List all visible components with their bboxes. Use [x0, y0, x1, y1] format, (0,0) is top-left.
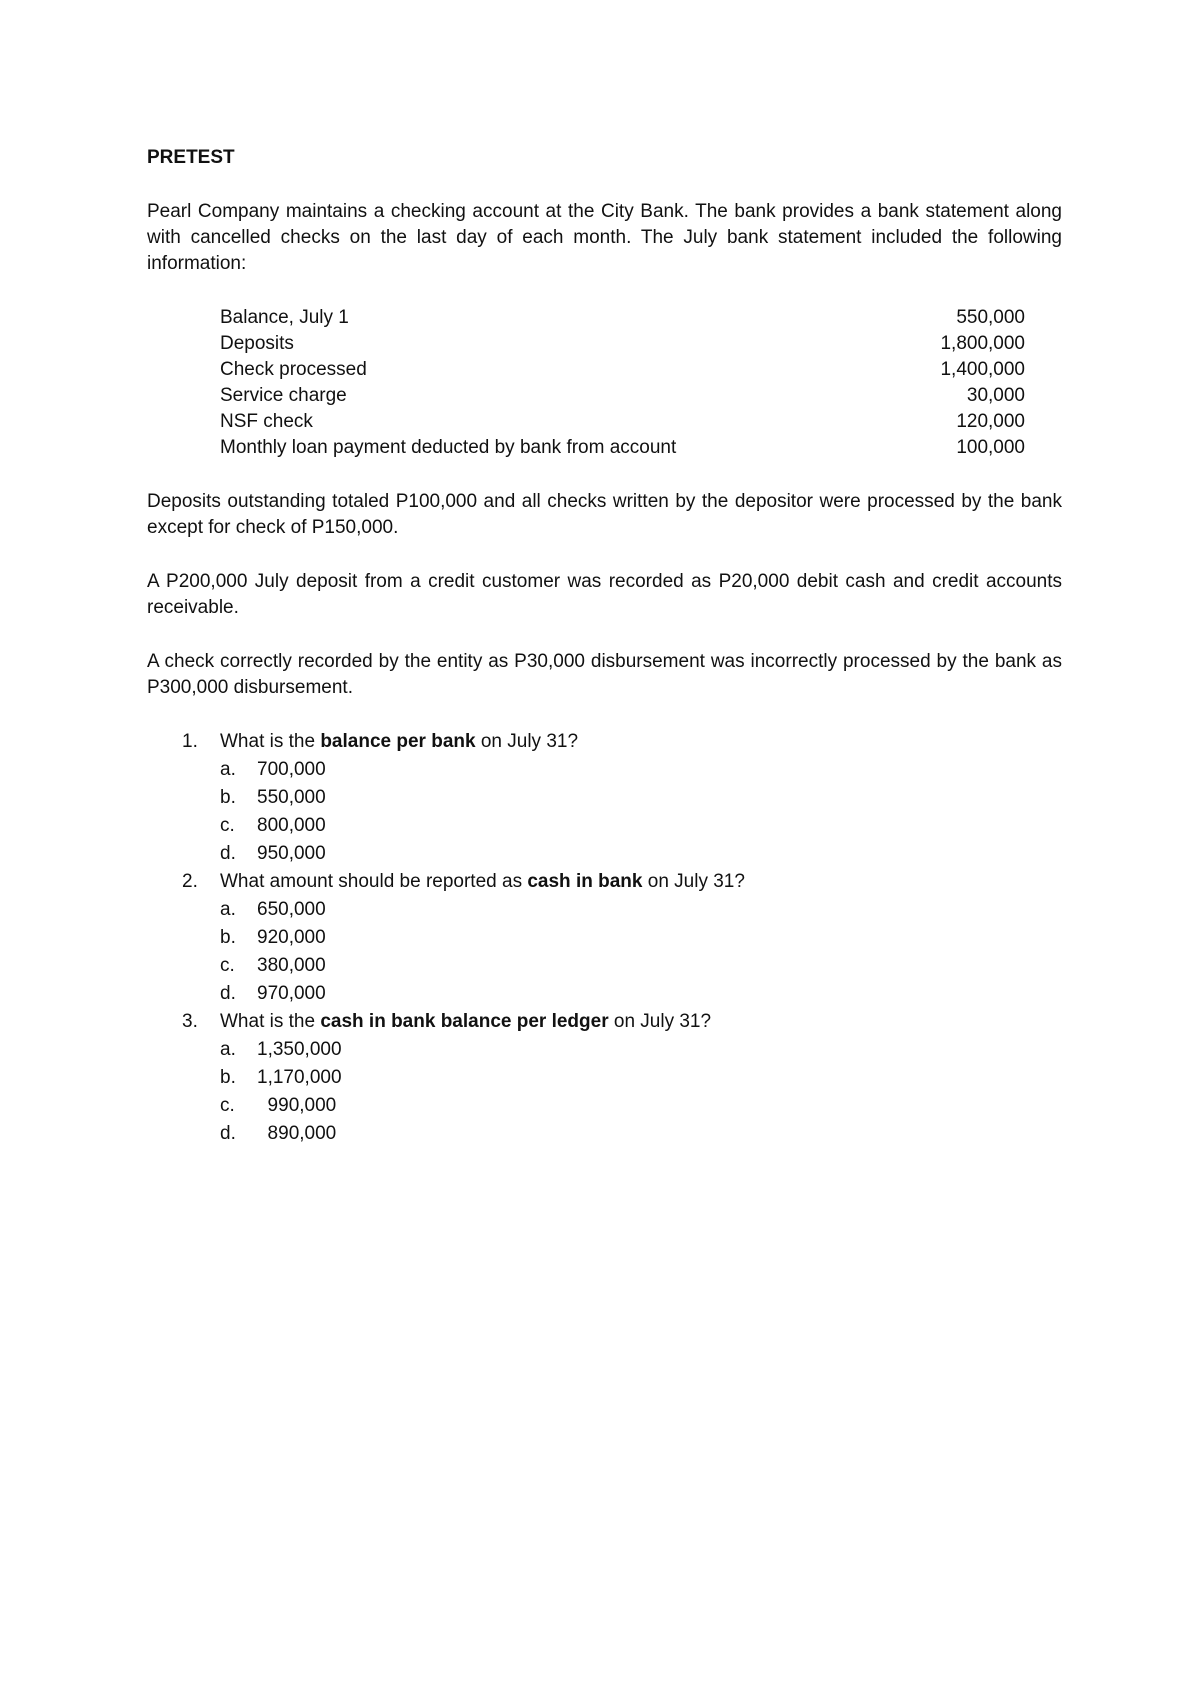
statement-label: Deposits — [220, 333, 294, 354]
statement-amount: 550,000 — [956, 307, 1025, 328]
option-letter: a. — [220, 1039, 236, 1060]
option-value: 650,000 — [257, 899, 326, 920]
answer-options — [220, 1037, 1062, 1149]
option-letter: d. — [220, 1123, 236, 1144]
question-text — [220, 729, 1062, 757]
option-value: 700,000 — [257, 759, 326, 780]
statement-row — [220, 357, 1025, 383]
statement-row — [220, 383, 1025, 409]
option-value: 920,000 — [257, 927, 326, 948]
answer-options — [220, 757, 1062, 869]
answer-option — [220, 953, 1062, 981]
statement-amount: 1,400,000 — [940, 359, 1025, 380]
option-value: 800,000 — [257, 815, 326, 836]
option-letter: b. — [220, 1067, 236, 1088]
option-value: 380,000 — [257, 955, 326, 976]
statement-label: Monthly loan payment deducted by bank from account — [220, 437, 677, 458]
document-content — [147, 145, 1062, 1168]
option-letter: a. — [220, 759, 236, 780]
question-text-before: What amount should be reported as — [220, 871, 528, 892]
question-text-before: What is the — [220, 731, 321, 752]
option-value: 550,000 — [257, 787, 326, 808]
option-letter: a. — [220, 899, 236, 920]
question-number: 3. — [182, 1011, 198, 1032]
question-text-after: on July 31? — [475, 731, 579, 752]
option-letter: d. — [220, 983, 236, 1004]
question-text-before: What is the — [220, 1011, 321, 1032]
question-text-after: on July 31? — [642, 871, 745, 892]
document-title: PRETEST — [147, 147, 235, 168]
option-letter: c. — [220, 815, 235, 836]
intro-paragraph: Pearl Company maintains a checking account at the City Bank. The bank provides a bank statement along with cancelled checks on the last day of each month. The July bank statement included the following information: — [147, 201, 1062, 274]
option-letter: b. — [220, 927, 236, 948]
option-letter: d. — [220, 843, 236, 864]
statement-row — [220, 409, 1025, 435]
statement-amount: 30,000 — [966, 385, 1025, 406]
answer-option — [220, 1037, 1062, 1065]
statement-label: NSF check — [220, 411, 313, 432]
question-number: 2. — [182, 871, 198, 892]
question-item — [147, 869, 1062, 1009]
option-letter: c. — [220, 1095, 235, 1116]
question-text-after: on July 31? — [608, 1011, 712, 1032]
option-value: 890,000 — [257, 1123, 337, 1144]
statement-label: Check processed — [220, 359, 367, 380]
answer-option — [220, 897, 1062, 925]
answer-option — [220, 1065, 1062, 1093]
statement-row — [220, 305, 1025, 331]
question-emphasis: cash in bank — [527, 871, 643, 892]
option-value: 1,350,000 — [257, 1039, 342, 1060]
statement-amount: 100,000 — [956, 437, 1025, 458]
answer-option — [220, 785, 1062, 813]
statement-label: Service charge — [220, 385, 347, 406]
option-value: 970,000 — [257, 983, 326, 1004]
deposit-error-paragraph: A P200,000 July deposit from a credit customer was recorded as P20,000 debit cash and credit accounts receivable. — [147, 571, 1062, 618]
statement-row — [220, 331, 1025, 357]
answer-option — [220, 981, 1062, 1009]
question-number: 1. — [182, 731, 198, 752]
outstanding-deposits-paragraph: Deposits outstanding totaled P100,000 and all checks written by the depositor were processed by the bank except for check of P150,000. — [147, 491, 1062, 538]
bank-statement-table — [220, 305, 1025, 461]
answer-options — [220, 897, 1062, 1009]
option-letter: c. — [220, 955, 235, 976]
question-list — [147, 729, 1062, 1149]
question-emphasis: balance per bank — [320, 731, 476, 752]
answer-option — [220, 757, 1062, 785]
bank-error-paragraph: A check correctly recorded by the entity as P30,000 disbursement was incorrectly processed by the bank as P300,000 disbursement. — [147, 651, 1062, 698]
option-letter: b. — [220, 787, 236, 808]
statement-amount: 120,000 — [956, 411, 1025, 432]
answer-option — [220, 1121, 1062, 1149]
answer-option — [220, 1093, 1062, 1121]
question-emphasis: cash in bank balance per ledger — [320, 1011, 609, 1032]
question-text — [220, 1009, 1062, 1037]
question-text — [220, 869, 1062, 897]
option-value: 1,170,000 — [257, 1067, 342, 1088]
option-value: 990,000 — [257, 1095, 337, 1116]
option-value: 950,000 — [257, 843, 326, 864]
question-item — [147, 1009, 1062, 1149]
answer-option — [220, 813, 1062, 841]
statement-row — [220, 435, 1025, 461]
statement-amount: 1,800,000 — [940, 333, 1025, 354]
answer-option — [220, 925, 1062, 953]
question-item — [147, 729, 1062, 869]
answer-option — [220, 841, 1062, 869]
statement-label: Balance, July 1 — [220, 307, 349, 328]
